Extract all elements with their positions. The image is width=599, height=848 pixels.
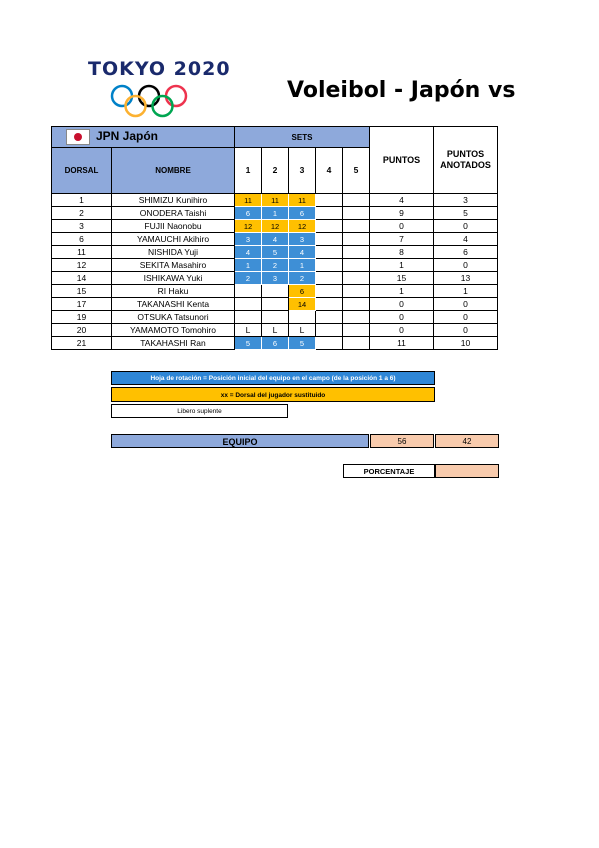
- puntos-anotados-header: PUNTOS ANOTADOS: [434, 127, 498, 194]
- nombre-cell: TAKANASHI Kenta: [112, 298, 235, 311]
- puntos-cell: 0: [370, 298, 434, 311]
- dorsal-cell: 17: [52, 298, 112, 311]
- set-2-cell: L: [262, 324, 289, 337]
- table-row: [52, 259, 498, 272]
- set-5-cell: [343, 324, 370, 337]
- set-5-cell: [343, 285, 370, 298]
- set-3-header: 3: [289, 148, 316, 194]
- set-5-cell: [343, 220, 370, 233]
- nombre-cell: ONODERA Taishi: [112, 207, 235, 220]
- set-2-cell: 1: [262, 207, 289, 220]
- puntos-cell: 0: [370, 220, 434, 233]
- table-row: [52, 298, 498, 311]
- nombre-cell: TAKAHASHI Ran: [112, 337, 235, 350]
- set-3-cell: 2: [289, 272, 316, 285]
- puntos-cell: 0: [370, 324, 434, 337]
- team-total-puntos: 56: [370, 434, 434, 448]
- set-2-cell: 3: [262, 272, 289, 285]
- set-5-cell: [343, 259, 370, 272]
- set-2-cell: [262, 311, 289, 324]
- set-5-cell: [343, 337, 370, 350]
- set-4-cell: [316, 259, 343, 272]
- set-2-cell: [262, 285, 289, 298]
- table-row: [52, 311, 498, 324]
- table-row: [52, 246, 498, 259]
- set-1-cell: 11: [235, 194, 262, 207]
- anotados-cell: 10: [434, 337, 498, 350]
- anotados-cell: 0: [434, 311, 498, 324]
- set-4-cell: [316, 285, 343, 298]
- table-row: [52, 324, 498, 337]
- set-2-header: 2: [262, 148, 289, 194]
- set-4-cell: [316, 298, 343, 311]
- set-3-cell: 12: [289, 220, 316, 233]
- dorsal-cell: 20: [52, 324, 112, 337]
- anotados-cell: 4: [434, 233, 498, 246]
- roster-table: [51, 126, 498, 350]
- table-row: [52, 220, 498, 233]
- set-5-cell: [343, 194, 370, 207]
- set-3-cell: 3: [289, 233, 316, 246]
- dorsal-cell: 1: [52, 194, 112, 207]
- puntos-cell: 4: [370, 194, 434, 207]
- set-5-cell: [343, 233, 370, 246]
- dorsal-cell: 12: [52, 259, 112, 272]
- set-4-cell: [316, 324, 343, 337]
- sets-header: SETS: [235, 127, 370, 148]
- anotados-cell: 0: [434, 324, 498, 337]
- set-2-cell: [262, 298, 289, 311]
- set-2-cell: 6: [262, 337, 289, 350]
- dorsal-cell: 11: [52, 246, 112, 259]
- set-3-cell: L: [289, 324, 316, 337]
- dorsal-cell: 14: [52, 272, 112, 285]
- substitute-legend: xx = Dorsal del jugador sustituido: [111, 387, 435, 402]
- set-3-cell: [289, 311, 316, 324]
- anotados-cell: 0: [434, 220, 498, 233]
- set-5-header: 5: [343, 148, 370, 194]
- set-3-cell: 14: [289, 298, 316, 311]
- page-title: Voleibol - Japón vs: [287, 78, 516, 103]
- set-4-header: 4: [316, 148, 343, 194]
- japan-flag-icon: [66, 129, 90, 145]
- set-2-cell: 4: [262, 233, 289, 246]
- set-4-cell: [316, 220, 343, 233]
- set-1-cell: [235, 311, 262, 324]
- team-total-anotados: 42: [435, 434, 499, 448]
- nombre-cell: OTSUKA Tatsunori: [112, 311, 235, 324]
- anotados-cell: 1: [434, 285, 498, 298]
- libero-legend: Libero suplente: [111, 404, 288, 418]
- set-3-cell: 6: [289, 285, 316, 298]
- set-5-cell: [343, 311, 370, 324]
- team-totals-row: [111, 434, 499, 448]
- table-row: [52, 285, 498, 298]
- roster-body: [52, 194, 498, 350]
- roster-sheet: [51, 126, 499, 371]
- set-4-cell: [316, 337, 343, 350]
- dorsal-cell: 6: [52, 233, 112, 246]
- set-3-cell: 6: [289, 207, 316, 220]
- set-1-cell: 1: [235, 259, 262, 272]
- set-5-cell: [343, 207, 370, 220]
- set-5-cell: [343, 246, 370, 259]
- nombre-cell: RI Haku: [112, 285, 235, 298]
- anotados-cell: 3: [434, 194, 498, 207]
- set-2-cell: 2: [262, 259, 289, 272]
- set-3-cell: 5: [289, 337, 316, 350]
- set-3-cell: 4: [289, 246, 316, 259]
- puntos-cell: 1: [370, 259, 434, 272]
- anotados-cell: 0: [434, 298, 498, 311]
- puntos-cell: 7: [370, 233, 434, 246]
- puntos-cell: 1: [370, 285, 434, 298]
- dorsal-header: DORSAL: [52, 148, 112, 194]
- set-4-cell: [316, 246, 343, 259]
- set-1-cell: 2: [235, 272, 262, 285]
- nombre-cell: NISHIDA Yuji: [112, 246, 235, 259]
- nombre-cell: SHIMIZU Kunihiro: [112, 194, 235, 207]
- set-1-header: 1: [235, 148, 262, 194]
- set-1-cell: 6: [235, 207, 262, 220]
- set-1-cell: 5: [235, 337, 262, 350]
- set-1-cell: [235, 285, 262, 298]
- set-4-cell: [316, 207, 343, 220]
- table-row: [52, 337, 498, 350]
- nombre-cell: SEKITA Masahiro: [112, 259, 235, 272]
- set-4-cell: [316, 194, 343, 207]
- olympic-rings-icon: [108, 84, 192, 118]
- set-1-cell: 4: [235, 246, 262, 259]
- dorsal-cell: 3: [52, 220, 112, 233]
- anotados-cell: 5: [434, 207, 498, 220]
- set-1-cell: 3: [235, 233, 262, 246]
- anotados-cell: 0: [434, 259, 498, 272]
- logo-text: TOKYO 2020: [88, 58, 231, 80]
- puntos-cell: 15: [370, 272, 434, 285]
- set-1-cell: L: [235, 324, 262, 337]
- set-5-cell: [343, 272, 370, 285]
- set-3-cell: 11: [289, 194, 316, 207]
- nombre-cell: YAMAMOTO Tomohiro: [112, 324, 235, 337]
- set-2-cell: 5: [262, 246, 289, 259]
- rotation-legend: Hoja de rotación = Posición inicial del equipo en el campo (de la posición 1 a 6): [111, 371, 435, 385]
- dorsal-cell: 19: [52, 311, 112, 324]
- nombre-cell: YAMAUCHI Akihiro: [112, 233, 235, 246]
- percentage-value: [435, 464, 499, 478]
- table-row: [52, 272, 498, 285]
- set-4-cell: [316, 311, 343, 324]
- puntos-cell: 9: [370, 207, 434, 220]
- set-4-cell: [316, 233, 343, 246]
- nombre-cell: FUJII Naonobu: [112, 220, 235, 233]
- set-4-cell: [316, 272, 343, 285]
- nombre-header: NOMBRE: [112, 148, 235, 194]
- set-3-cell: 1: [289, 259, 316, 272]
- anotados-cell: 6: [434, 246, 498, 259]
- percentage-label: PORCENTAJE: [343, 464, 435, 478]
- puntos-cell: 11: [370, 337, 434, 350]
- dorsal-cell: 2: [52, 207, 112, 220]
- puntos-header: PUNTOS: [370, 127, 434, 194]
- dorsal-cell: 21: [52, 337, 112, 350]
- table-row: [52, 207, 498, 220]
- table-row: [52, 233, 498, 246]
- puntos-cell: 0: [370, 311, 434, 324]
- set-1-cell: [235, 298, 262, 311]
- anotados-cell: 13: [434, 272, 498, 285]
- dorsal-cell: 15: [52, 285, 112, 298]
- team-totals-label: EQUIPO: [111, 434, 369, 448]
- set-2-cell: 12: [262, 220, 289, 233]
- set-2-cell: 11: [262, 194, 289, 207]
- set-5-cell: [343, 298, 370, 311]
- nombre-cell: ISHIKAWA Yuki: [112, 272, 235, 285]
- team-header: [52, 127, 235, 148]
- table-row: [52, 194, 498, 207]
- set-1-cell: 12: [235, 220, 262, 233]
- percentage-row: [343, 464, 499, 478]
- puntos-cell: 8: [370, 246, 434, 259]
- team-name: JPN Japón: [96, 129, 159, 144]
